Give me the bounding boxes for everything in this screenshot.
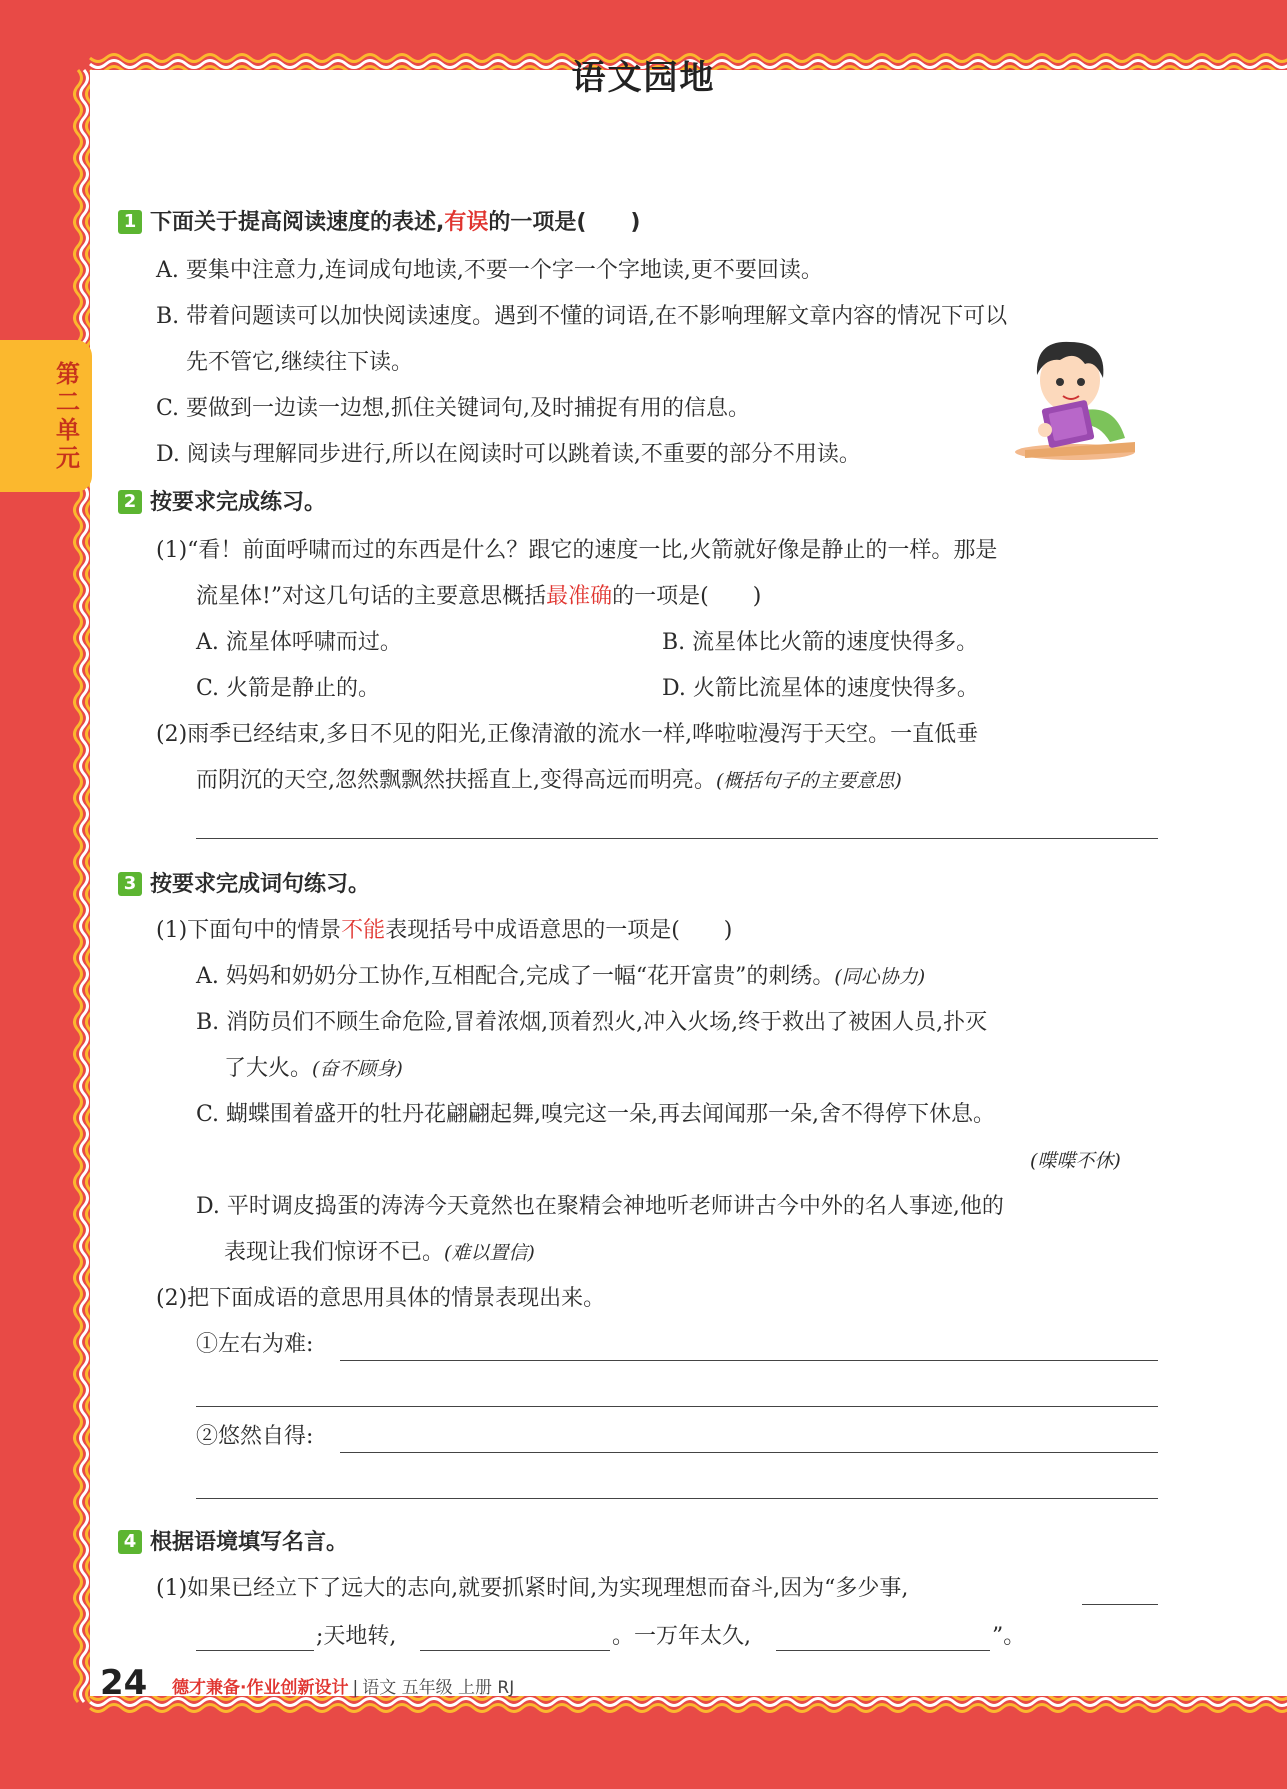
q3-option-c[interactable]: C. 蝴蝶围着盛开的牡丹花翩翩起舞,嗅完这一朵,再去闻闻那一朵,舍不得停下休息。 [196,1102,996,1127]
q2-part2-text: (2)雨季已经结束,多日不见的阳光,正像清澈的流水一样,哗啦啦漫泻于天空。一直低垂 [156,722,979,747]
page-title: 语文园地 [571,58,716,98]
q3-part2-question: (2)把下面成语的意思用具体的情景表现出来。 [156,1286,606,1311]
q3-option-d-cont: 表现让我们惊讶不已。(难以置信) [224,1240,535,1265]
q3-part1-question: (1)下面句中的情景不能表现括号中成语意思的一项是( ) [156,918,733,943]
unit-side-tab-label: 第二单元 [56,360,80,472]
question-number-3: 3 [118,872,142,896]
q4-blank-2[interactable] [420,1650,610,1651]
q4-text-4: ”。 [992,1624,1026,1649]
q3-option-b[interactable]: B. 消防员们不顾生命危险,冒着浓烟,顶着烈火,冲入火场,终于救出了被困人员,扑灭 [196,1010,988,1035]
q2-option-c[interactable]: C. 火箭是静止的。 [196,676,381,701]
q1-option-b[interactable]: B. 带着问题读可以加快阅读速度。遇到不懂的词语,在不影响理解文章内容的情况下可以 [156,304,1008,329]
q1-option-d[interactable]: D. 阅读与理解同步进行,所以在阅读时可以跳着读,不重要的部分不用读。 [156,442,861,467]
boy-reading-illustration [1015,330,1145,470]
question-3: 3 按要求完成词句练习。 [118,870,370,900]
q2-option-d[interactable]: D. 火箭比流星体的速度快得多。 [662,676,979,701]
q3-idiom-1-label: ①左右为难: [196,1332,314,1357]
question-2: 2 按要求完成练习。 [118,488,326,518]
q3-idiom-2-answer-line[interactable] [340,1452,1158,1453]
q3-option-c-note: (喋喋不休) [1030,1150,1121,1172]
q2-part1-question: 流星体!”对这几句话的主要意思概括最准确的一项是( ) [196,584,762,609]
q1-option-b-cont: 先不管它,继续往下读。 [186,350,413,375]
q4-blank-1a[interactable] [1082,1604,1158,1605]
q3-idiom-1-answer-line[interactable] [340,1360,1158,1361]
q1-option-c[interactable]: C. 要做到一边读一边想,抓住关键词句,及时捕捉有用的信息。 [156,396,751,421]
q3-idiom-2-label: ②悠然自得: [196,1424,314,1449]
q4-text-3: 。一万年太久, [612,1624,751,1649]
q2-part2-text-cont: 而阴沉的天空,忽然飘飘然扶摇直上,变得高远而明亮。(概括句子的主要意思) [196,768,902,793]
q3-option-b-cont: 了大火。(奋不顾身) [224,1056,403,1081]
question-number-2: 2 [118,490,142,514]
q3-idiom-2-answer-line-2[interactable] [196,1498,1158,1499]
q4-blank-3[interactable] [776,1650,990,1651]
q2-answer-line[interactable] [196,838,1158,839]
footer-brand: 德才兼备·作业创新设计 [172,1678,349,1698]
q4-blank-1b[interactable] [196,1650,314,1651]
q1-option-a[interactable]: A. 要集中注意力,连词成句地读,不要一个字一个字地读,更不要回读。 [156,258,823,283]
q2-part1-text: (1)“看！前面呼啸而过的东西是什么？跟它的速度一比,火箭就好像是静止的一样。那是 [156,538,998,563]
border-wave [90,1705,1287,1712]
question-4: 4 根据语境填写名言。 [118,1528,348,1558]
footer-info: 德才兼备·作业创新设计 | 语文 五年级 上册 RJ [172,1678,515,1698]
q3-idiom-1-answer-line-2[interactable] [196,1406,1158,1407]
q3-option-a[interactable]: A. 妈妈和奶奶分工协作,互相配合,完成了一幅“花开富贵”的刺绣。(同心协力) [196,964,926,989]
q3-option-d[interactable]: D. 平时调皮捣蛋的涛涛今天竟然也在聚精会神地听老师讲古今中外的名人事迹,他的 [196,1194,1004,1219]
question-number-1: 1 [118,210,142,234]
question-number-4: 4 [118,1530,142,1554]
page-number: 24 [100,1663,148,1703]
q4-part1-text: (1)如果已经立下了远大的志向,就要抓紧时间,为实现理想而奋斗,因为“多少事, [156,1576,909,1601]
q2-option-a[interactable]: A. 流星体呼啸而过。 [196,630,402,655]
q2-option-b[interactable]: B. 流星体比火箭的速度快得多。 [662,630,979,655]
question-1: 1 下面关于提高阅读速度的表述,有误的一项是( ) [118,208,641,238]
footer-meta: 语文 五年级 上册 RJ [362,1678,515,1698]
q4-text-2: ;天地转, [316,1624,397,1649]
